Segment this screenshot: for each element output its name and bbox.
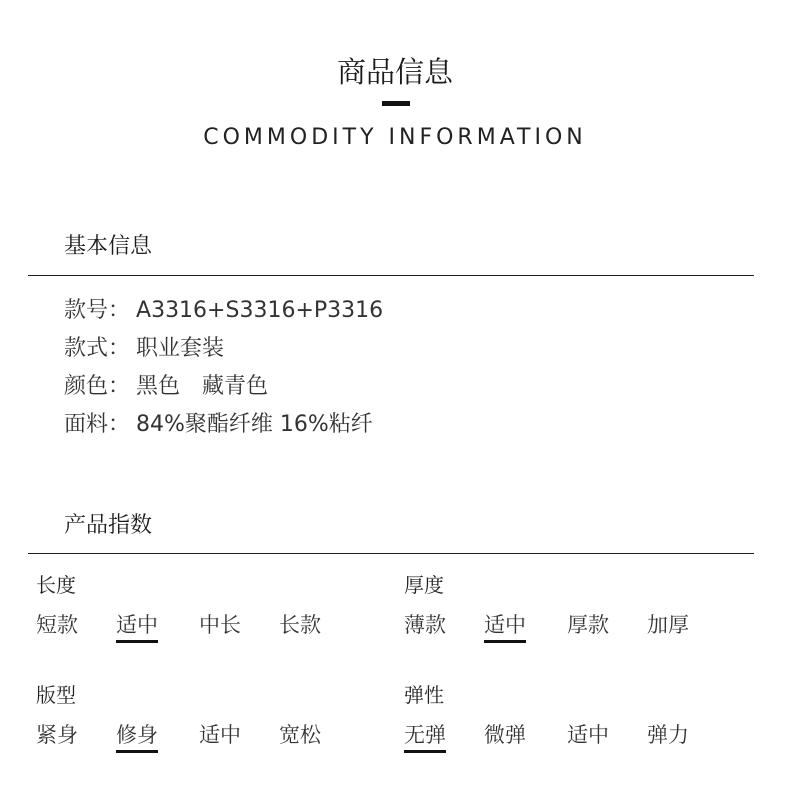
option-no-stretch-selected[interactable]: 无弹 [404,723,446,747]
group-title: 版型 [36,683,76,707]
product-index-heading: 产品指数 [64,513,153,538]
option-list [404,611,764,645]
title-underline [382,101,410,106]
option-list [36,611,396,645]
info-row-color [64,372,268,402]
page-subtitle: COMMODITY INFORMATION [203,125,587,150]
option-loose[interactable]: 宽松 [279,723,321,747]
option-tight[interactable]: 紧身 [36,723,78,747]
info-label: 款式： [64,336,131,361]
info-value: 职业套装 [136,336,225,361]
option-mid-long[interactable]: 中长 [199,613,241,637]
info-label: 款号： [64,298,131,323]
option-medium-selected[interactable]: 适中 [484,613,526,637]
info-row-style [64,334,224,364]
basic-info-divider [28,275,754,276]
info-row-style-number [64,296,383,326]
option-regular[interactable]: 适中 [199,723,241,747]
info-value: 84%聚酯纤维 16%粘纤 [136,412,373,437]
index-group-fit [36,681,396,755]
index-group-length [36,571,396,645]
index-group-thickness [404,571,764,645]
info-value: A3316+S3316+P3316 [136,298,384,323]
basic-info-heading: 基本信息 [64,234,153,259]
info-row-fabric [64,410,373,440]
option-extra-thick[interactable]: 加厚 [647,613,689,637]
info-label: 面料： [64,412,131,437]
option-thick[interactable]: 厚款 [567,613,609,637]
group-title: 弹性 [404,683,444,707]
option-medium-selected[interactable]: 适中 [116,613,158,637]
option-short[interactable]: 短款 [36,613,78,637]
option-list [404,721,764,755]
group-title: 厚度 [404,573,444,597]
option-slight-stretch[interactable]: 微弹 [484,723,526,747]
option-medium-stretch[interactable]: 适中 [567,723,609,747]
group-title: 长度 [36,573,76,597]
option-high-stretch[interactable]: 弹力 [647,723,689,747]
option-list [36,721,396,755]
option-long[interactable]: 长款 [279,613,321,637]
page-title: 商品信息 [336,55,453,89]
option-slim-selected[interactable]: 修身 [116,723,158,747]
info-label: 颜色： [64,374,131,399]
index-group-elasticity [404,681,764,755]
option-thin[interactable]: 薄款 [404,613,446,637]
product-index-divider [28,553,754,554]
info-value: 黑色 藏青色 [136,374,269,399]
